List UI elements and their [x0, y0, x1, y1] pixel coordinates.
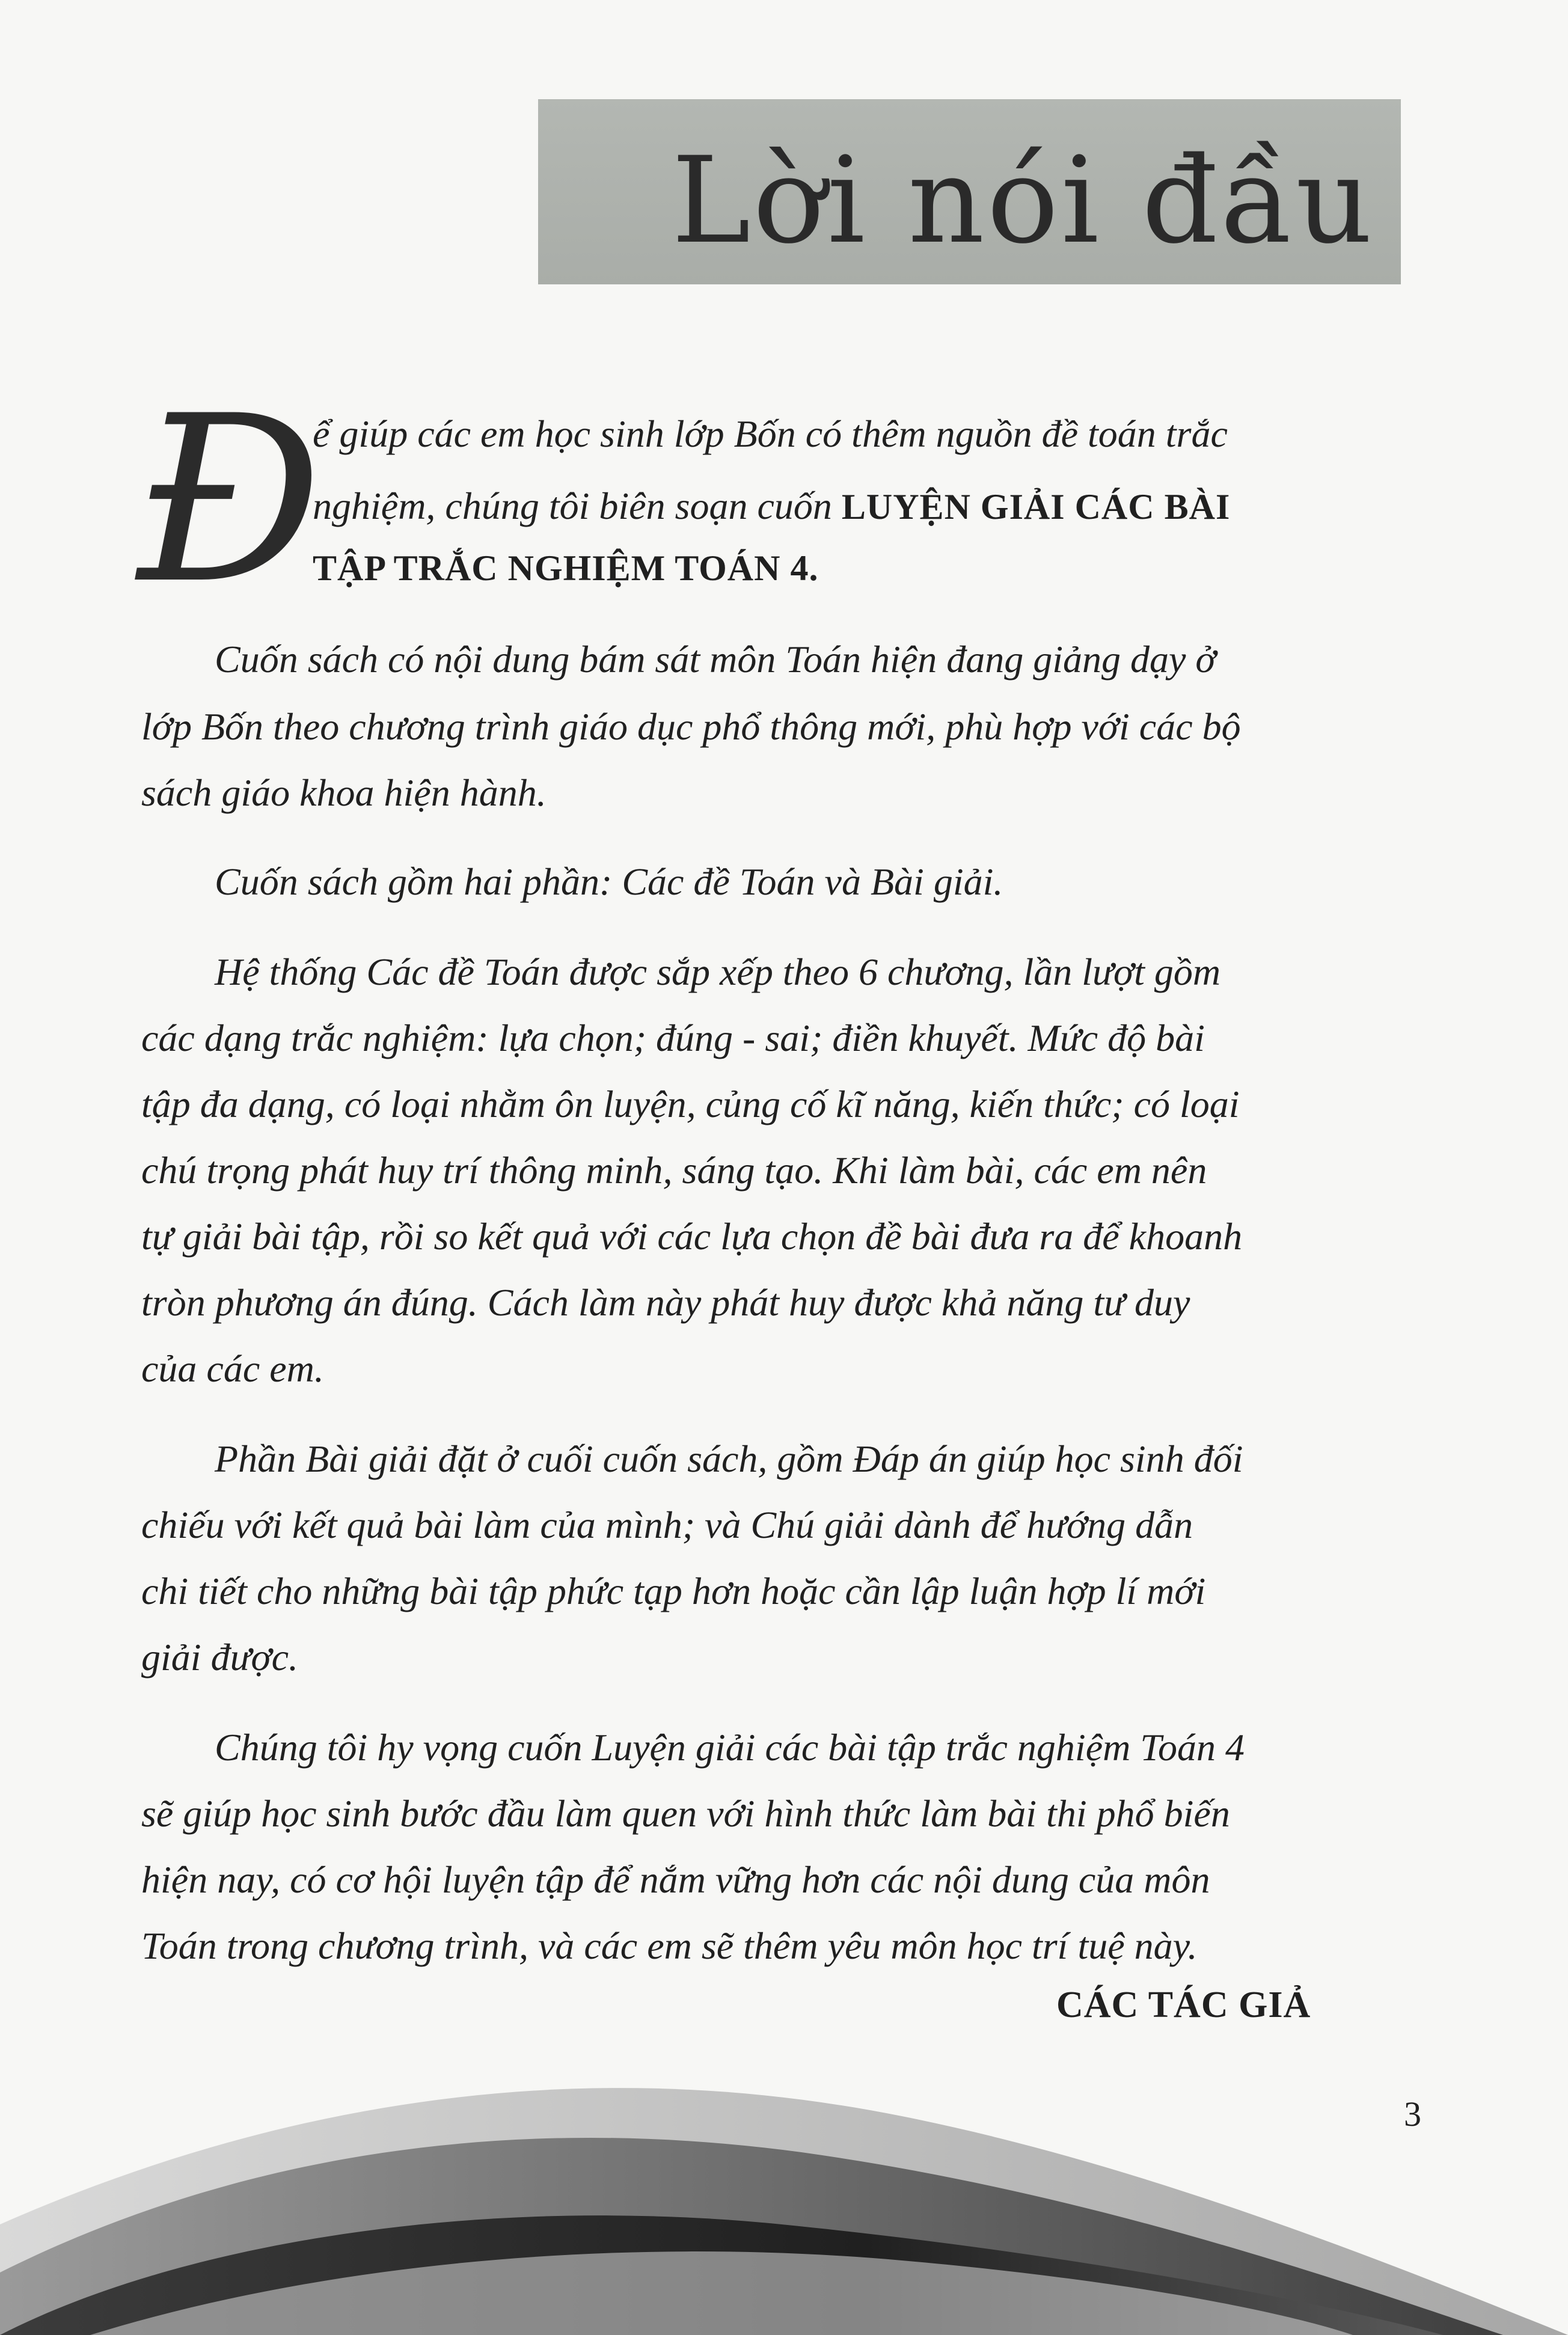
- paragraph-2-line-1: Cuốn sách gồm hai phần: Các đề Toán và Bài giải.: [215, 860, 1003, 903]
- paragraph-3-line-6: tròn phương án đúng. Cách làm này phát huy được khả năng tư duy: [141, 1281, 1190, 1324]
- title-banner: [538, 99, 1401, 284]
- paragraph-3-line-4: chú trọng phát huy trí thông minh, sáng tạo. Khi làm bài, các em nên: [141, 1149, 1207, 1192]
- paragraph-4-line-3: chi tiết cho những bài tập phức tạp hơn hoặc cần lập luận hợp lí mới: [141, 1570, 1206, 1612]
- paragraph-3-line-1: Hệ thống Các đề Toán được sắp xếp theo 6 chương, lần lượt gồm: [215, 950, 1221, 993]
- intro-line-2-italic: nghiệm, chúng tôi biên soạn cuốn: [313, 485, 832, 527]
- paragraph-1-line-1: Cuốn sách có nội dung bám sát môn Toán hiện đang giảng dạy ở: [215, 638, 1216, 681]
- paragraph-3-line-2: các dạng trắc nghiệm: lựa chọn; đúng - sai; điền khuyết. Mức độ bài: [141, 1017, 1205, 1059]
- authors-signature: CÁC TÁC GIẢ: [1056, 1985, 1311, 2025]
- paragraph-4-line-2: chiếu với kết quả bài làm của mình; và Chú giải dành để hướng dẫn: [141, 1504, 1193, 1546]
- paragraph-3-line-3: tập đa dạng, có loại nhằm ôn luyện, củng cố kĩ năng, kiến thức; có loại: [141, 1083, 1240, 1125]
- book-title-part-1: LUYỆN GIẢI CÁC BÀI: [841, 487, 1231, 527]
- paragraph-3-line-5: tự giải bài tập, rồi so kết quả với các lựa chọn đề bài đưa ra để khoanh: [141, 1215, 1243, 1258]
- book-title-part-2: TẬP TRẮC NGHIỆM TOÁN 4.: [313, 548, 819, 588]
- intro-line-2: [313, 487, 1230, 525]
- page-title: Lời nói đầu: [672, 131, 1375, 270]
- paragraph-1-line-3: sách giáo khoa hiện hành.: [141, 771, 547, 814]
- paragraph-3-line-7: của các em.: [141, 1347, 324, 1390]
- paragraph-5-line-3: hiện nay, có cơ hội luyện tập để nắm vững hơn các nội dung của môn: [141, 1858, 1210, 1901]
- intro-line-1: ể giúp các em học sinh lớp Bốn có thêm nguồn đề toán trắc: [313, 412, 1228, 455]
- drop-cap: Đ: [137, 367, 323, 634]
- paragraph-5-line-2: sẽ giúp học sinh bước đầu làm quen với hình thức làm bài thi phổ biến: [141, 1792, 1230, 1835]
- paragraph-5-line-4: Toán trong chương trình, và các em sẽ thêm yêu môn học trí tuệ này.: [141, 1924, 1198, 1967]
- paragraph-1-line-2: lớp Bốn theo chương trình giáo dục phổ thông mới, phù hợp với các bộ: [141, 705, 1241, 748]
- decorative-wave-graphic: [0, 2044, 1568, 2335]
- page-number: 3: [1404, 2095, 1421, 2134]
- paragraph-4-line-1: Phần Bài giải đặt ở cuối cuốn sách, gồm Đáp án giúp học sinh đối: [215, 1437, 1243, 1480]
- paragraph-5-line-1: Chúng tôi hy vọng cuốn Luyện giải các bài tập trắc nghiệm Toán 4: [215, 1726, 1245, 1769]
- paragraph-4-line-4: giải được.: [141, 1636, 299, 1679]
